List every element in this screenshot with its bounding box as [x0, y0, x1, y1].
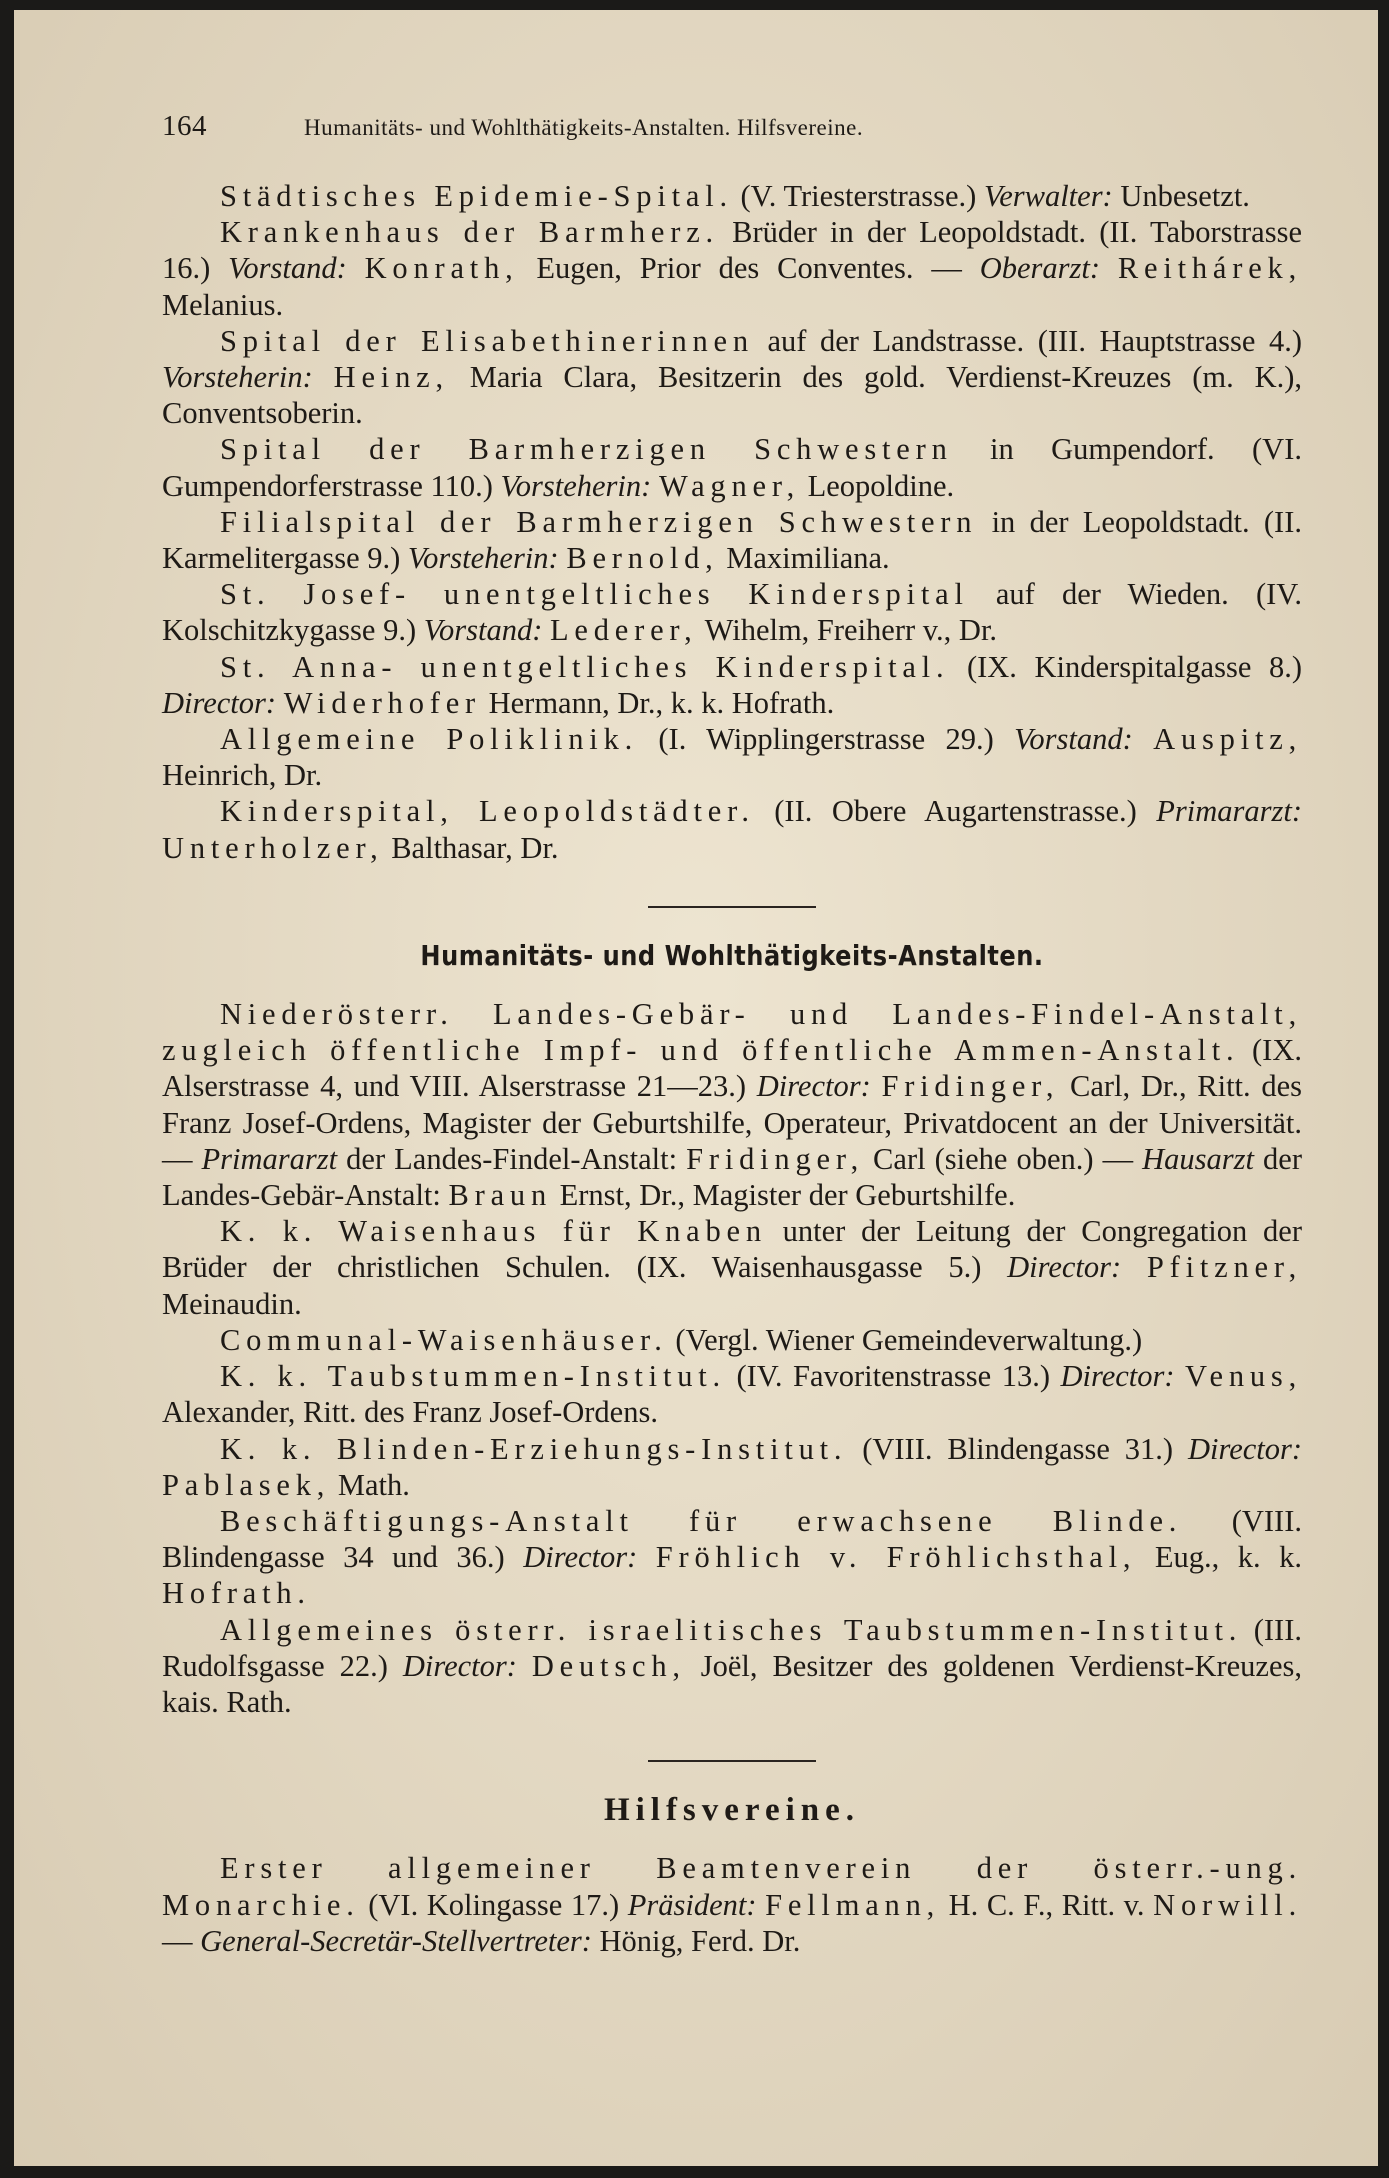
page-number: 164 — [162, 110, 207, 142]
entry-filialspital: Filialspital der Barmherzigen Schwestern in der Leopoldstadt. (II. Karmelitergasse 9.) Vorsteherin: Bernold, Maximiliana. — [162, 504, 1303, 576]
entry-israelitisches-institut: Allgemeines österr. israelitisches Taubstummen-Institut. (III. Rudolfsgasse 22.) Director: Deutsch, Joël, Besitzer des goldenen Verdienst-Kreuzes, kais. Rath. — [162, 1612, 1303, 1719]
entry-waisenhaus-knaben: K. k. Waisenhaus für Knaben unter der Leitung der Congregation der Brüder der christlichen Schulen. (IX. Waisenhausgasse 5.) Director: Pfitzner, Meinaudin. — [162, 1214, 1302, 1321]
entry-beschaeftigungs-anstalt: Beschäftigungs-Anstalt für erwachsene Blinde. (VIII. Blindengasse 34 und 36.) Director: Fröhlich v. Fröhlichsthal, Eug., k. k. Hofrath. — [162, 1503, 1302, 1611]
entry-st-josef: St. Josef- unentgeltliches Kinderspital auf der Wieden. (IV. Kolschitzkygasse 9.) Vorstand: Lederer, Wihelm, Freiherr v., Dr. — [162, 577, 1302, 648]
entry-gebaer-findel-anstalt: Niederösterr. Landes-Gebär- und Landes-Findel-Anstalt, zugleich öffentliche Impf- und öffentliche Ammen-Anstalt. (IX. Alserstrasse 4, und VIII. Alserstrasse 21—23.) Director: Fridinger, Carl, Dr., Ritt. des Franz Josef-Ordens, Magister der Geburtshilfe, Operateur, Privatdocent an der Universität. — Primararzt der Landes-Findel-Anstalt: Fridinger, Carl (siehe oben.) — Hausarzt der Landes-Gebär-Anstalt: Braun Ernst, Dr., Magister der Geburtshilfe. — [162, 997, 1303, 1213]
section-heading-hilfsvereine: Hilfsvereine. — [603, 1792, 861, 1829]
entry-communal-waisenhaeuser: Communal-Waisenhäuser. (Vergl. Wiener Gemeindeverwaltung.) — [219, 1322, 1143, 1357]
entry-barmherzige-schwestern: Spital der Barmherzigen Schwestern in Gumpendorf. (VI. Gumpendorferstrasse 110.) Vorsteherin: Wagner, Leopoldine. — [162, 432, 1302, 503]
hospital-list — [162, 178, 1302, 866]
entry-poliklinik: Allgemeine Poliklinik. (I. Wipplingerstrasse 29.) Vorstand: Auspitz, Heinrich, Dr. — [162, 722, 1302, 793]
entry-taubstummen-institut: K. k. Taubstummen-Institut. (IV. Favoritenstrasse 13.) Director: Venus, Alexander, Ritt. des Franz Josef-Ordens. — [162, 1359, 1302, 1430]
entry-elisabethinerinnen: Spital der Elisabethinerinnen auf der Landstrasse. (III. Hauptstrasse 4.) Vorsteherin: Heinz, Maria Clara, Besitzerin des gold. Verdienst-Kreuzes (m. K.), Conventsoberin. — [162, 323, 1303, 431]
entry-beamtenverein: Erster allgemeiner Beamtenverein der österr.-ung. Monarchie. (VI. Kolingasse 17.) Präsident: Fellmann, H. C. F., Ritt. v. Norwill. — General-Secretär-Stellvertreter: Hönig, Ferd. Dr. — [162, 1851, 1302, 1958]
section-divider — [648, 906, 816, 908]
page-header — [162, 108, 1302, 144]
running-title: Humanitäts- und Wohlthätigkeits-Anstalten. Hilfsvereine. — [304, 115, 864, 140]
book-page — [14, 10, 1378, 2166]
entry-st-anna: St. Anna- unentgeltliches Kinderspital. (IX. Kinderspitalgasse 8.) Director: Widerhofer Hermann, Dr., k. k. Hofrath. — [162, 649, 1302, 720]
entry-barmherzige-brueder: Krankenhaus der Barmherz. Brüder in der Leopoldstadt. (II. Taborstrasse 16.) Vorstand: Konrath, Eugen, Prior des Conventes. — Oberarzt: Reithárek, Melanius. — [162, 215, 1302, 322]
humanitaet-list — [162, 996, 1302, 1720]
hilfsvereine-list — [162, 1850, 1302, 1959]
page-text — [162, 108, 1302, 1959]
section-heading-humanitaet: Humanitäts- und Wohlthätigkeits-Anstalten. — [420, 938, 1044, 972]
entry-kinderspital-leopoldstadt: Kinderspital, Leopoldstädter. (II. Obere Augartenstrasse.) Primararzt: Unterholzer, Balthasar, Dr. — [162, 794, 1303, 865]
entry-epidemie-spital: Städtisches Epidemie-Spital. (V. Triesterstrasse.) Verwalter: Unbesetzt. — [219, 179, 1250, 213]
entry-blinden-institut: K. k. Blinden-Erziehungs-Institut. (VIII. Blindengasse 31.) Director: Pablasek, Math. — [162, 1431, 1303, 1502]
section-divider — [648, 1760, 816, 1762]
